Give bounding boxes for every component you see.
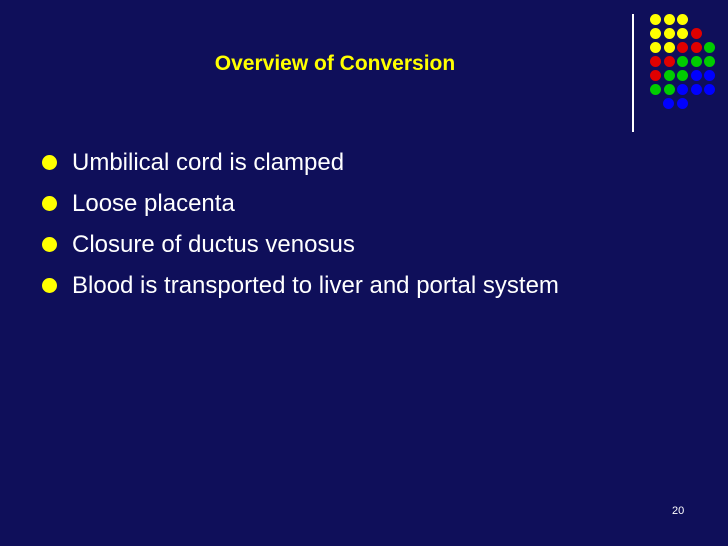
decorative-dot-green	[650, 84, 661, 95]
decorative-dot-red	[664, 56, 675, 67]
decorative-dot-red	[691, 28, 702, 39]
bullet-icon	[42, 278, 57, 293]
decorative-dot-blue	[677, 84, 688, 95]
decorative-dot-yellow	[677, 14, 688, 25]
slide-title: Overview of Conversion	[214, 52, 456, 75]
decorative-dot-green	[704, 42, 715, 53]
bullet-item	[38, 265, 598, 303]
decorative-dot-green	[664, 84, 675, 95]
decorative-dot-yellow	[664, 42, 675, 53]
decorative-dot-blue	[677, 98, 688, 109]
decorative-dot-red	[650, 70, 661, 81]
bullet-icon	[42, 196, 57, 211]
dot-grid-decoration	[0, 0, 728, 140]
bullet-icon	[42, 237, 57, 252]
decorative-dot-yellow	[650, 28, 661, 39]
decorative-dot-red	[691, 42, 702, 53]
decorative-dot-green	[664, 70, 675, 81]
decorative-dot-green	[677, 70, 688, 81]
decorative-dot-green	[691, 56, 702, 67]
decorative-dot-blue	[663, 98, 674, 109]
bullet-text: Closure of ductus venosus	[72, 231, 355, 258]
decorative-dot-yellow	[677, 28, 688, 39]
bullet-icon	[42, 155, 57, 170]
decorative-dot-yellow	[650, 14, 661, 25]
decorative-dot-red	[677, 42, 688, 53]
decorative-dot-yellow	[650, 42, 661, 53]
bullet-text: Umbilical cord is clamped	[72, 149, 345, 176]
bullet-list	[38, 142, 598, 303]
decorative-dot-red	[650, 56, 661, 67]
decorative-dot-blue	[691, 70, 702, 81]
bullet-text: Loose placenta	[72, 190, 235, 217]
decorative-dot-blue	[704, 84, 715, 95]
decorative-dot-blue	[704, 70, 715, 81]
bullet-item	[38, 183, 598, 224]
bullet-text: Blood is transported to liver and portal system	[72, 272, 559, 299]
decorative-dot-green	[704, 56, 715, 67]
decorative-dot-yellow	[664, 28, 675, 39]
bullet-item	[38, 142, 598, 183]
bullet-item	[38, 224, 598, 265]
decorative-dot-green	[677, 56, 688, 67]
page-number: 20	[672, 505, 685, 517]
decorative-dot-yellow	[664, 14, 675, 25]
decorative-dot-blue	[691, 84, 702, 95]
